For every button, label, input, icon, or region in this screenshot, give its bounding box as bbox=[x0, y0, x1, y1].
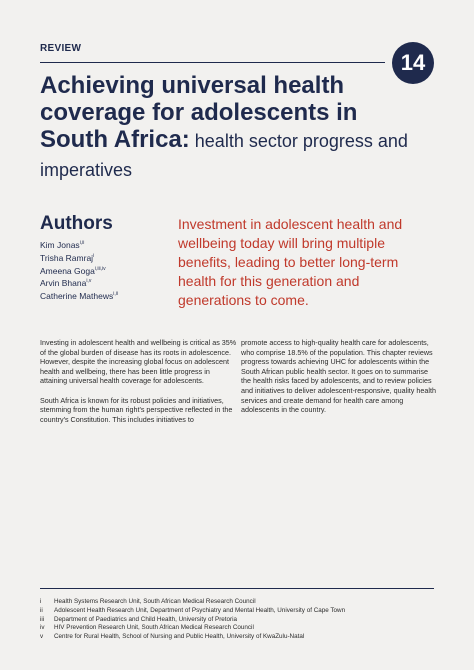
author-affiliation: i bbox=[93, 252, 95, 259]
author-affiliation: i,iii,iv bbox=[94, 265, 106, 272]
footnote-text: HIV Prevention Research Unit, South African Medical Research Council bbox=[54, 624, 254, 632]
footnote-text: Adolescent Health Research Unit, Department of Psychiatry and Mental Health, University of Cape Town bbox=[54, 606, 346, 614]
title-line-1: Achieving universal health bbox=[40, 72, 345, 99]
pull-quote: Investment in adolescent health and wellbeing today will bring multiple benefits, leading to better long-term health for this generation and generations to come. bbox=[178, 216, 403, 308]
author-name: Catherine Mathews bbox=[40, 291, 114, 302]
author-list bbox=[40, 238, 118, 302]
author-affiliation: i,ii bbox=[79, 240, 85, 246]
author-item bbox=[40, 238, 118, 251]
footnote-number: i bbox=[40, 598, 42, 605]
author-affiliation: i,v bbox=[86, 278, 92, 285]
footnote-item bbox=[40, 633, 440, 642]
footnote-number: iv bbox=[40, 624, 45, 632]
footnote-list bbox=[40, 598, 440, 642]
title-line-2: coverage for adolescents in bbox=[40, 99, 358, 126]
author-name: Trisha Ramraj bbox=[40, 252, 94, 263]
authors-heading: Authors bbox=[40, 213, 113, 234]
title-line-3: South Africa: bbox=[40, 126, 190, 153]
author-item bbox=[40, 251, 118, 264]
footnote-item bbox=[40, 607, 440, 616]
footnote-number: v bbox=[40, 633, 44, 641]
author-item bbox=[40, 276, 118, 289]
footnote-number: ii bbox=[40, 606, 43, 614]
title-subtitle: health sector progress and imperatives bbox=[40, 131, 408, 180]
section-label: REVIEW bbox=[40, 43, 82, 54]
footnote-text: Health Systems Research Unit, South African Medical Research Council bbox=[54, 598, 256, 605]
author-name: Ameena Goga bbox=[40, 265, 95, 276]
footnote-divider bbox=[40, 588, 434, 589]
footnote-item bbox=[40, 624, 440, 633]
footnote-item bbox=[40, 598, 440, 607]
chapter-number-badge: 14 bbox=[392, 42, 434, 84]
body-paragraph: promote access to high-quality health care for adolescents, who comprise 18.5% of the population. This chapter reviews progress towards achieving UHC for adolescents within the South African public health sector. It goes on to summarise the health risks faced by adolescents, and to review policies and initiatives to deliver adolescent-responsive, quality health services and create demand for health care among adolescents in the country. bbox=[241, 338, 436, 415]
body-column-right bbox=[241, 338, 439, 424]
author-name: Kim Jonas bbox=[40, 239, 80, 250]
footnote-number: iii bbox=[40, 615, 45, 623]
author-item bbox=[40, 264, 118, 277]
footnote-text: Centre for Rural Health, School of Nursing and Public Health, University of KwaZulu-Natal bbox=[54, 633, 305, 641]
author-affiliation: i,ii bbox=[113, 291, 118, 298]
header-divider bbox=[40, 62, 385, 63]
body-paragraph: South Africa is known for its robust policies and initiatives, stemming from the human right's perspective reflected in the country's Constitution. This includes initiatives to bbox=[40, 395, 233, 424]
footnote-text: Department of Paediatrics and Child Health, University of Pretoria bbox=[54, 615, 238, 623]
article-title bbox=[40, 72, 440, 184]
author-item bbox=[40, 289, 118, 302]
author-name: Arvin Bhana bbox=[40, 278, 87, 289]
body-column-left bbox=[40, 338, 238, 434]
body-paragraph: Investing in adolescent health and wellbeing is critical as 35% of the global burden of disease has its roots in adolescence. However, despite the increasing global focus on adolescent health and wellbeing, there has been little progress in attaining universal health coverage for adolescents. bbox=[40, 338, 237, 386]
footnote-item bbox=[40, 616, 440, 625]
